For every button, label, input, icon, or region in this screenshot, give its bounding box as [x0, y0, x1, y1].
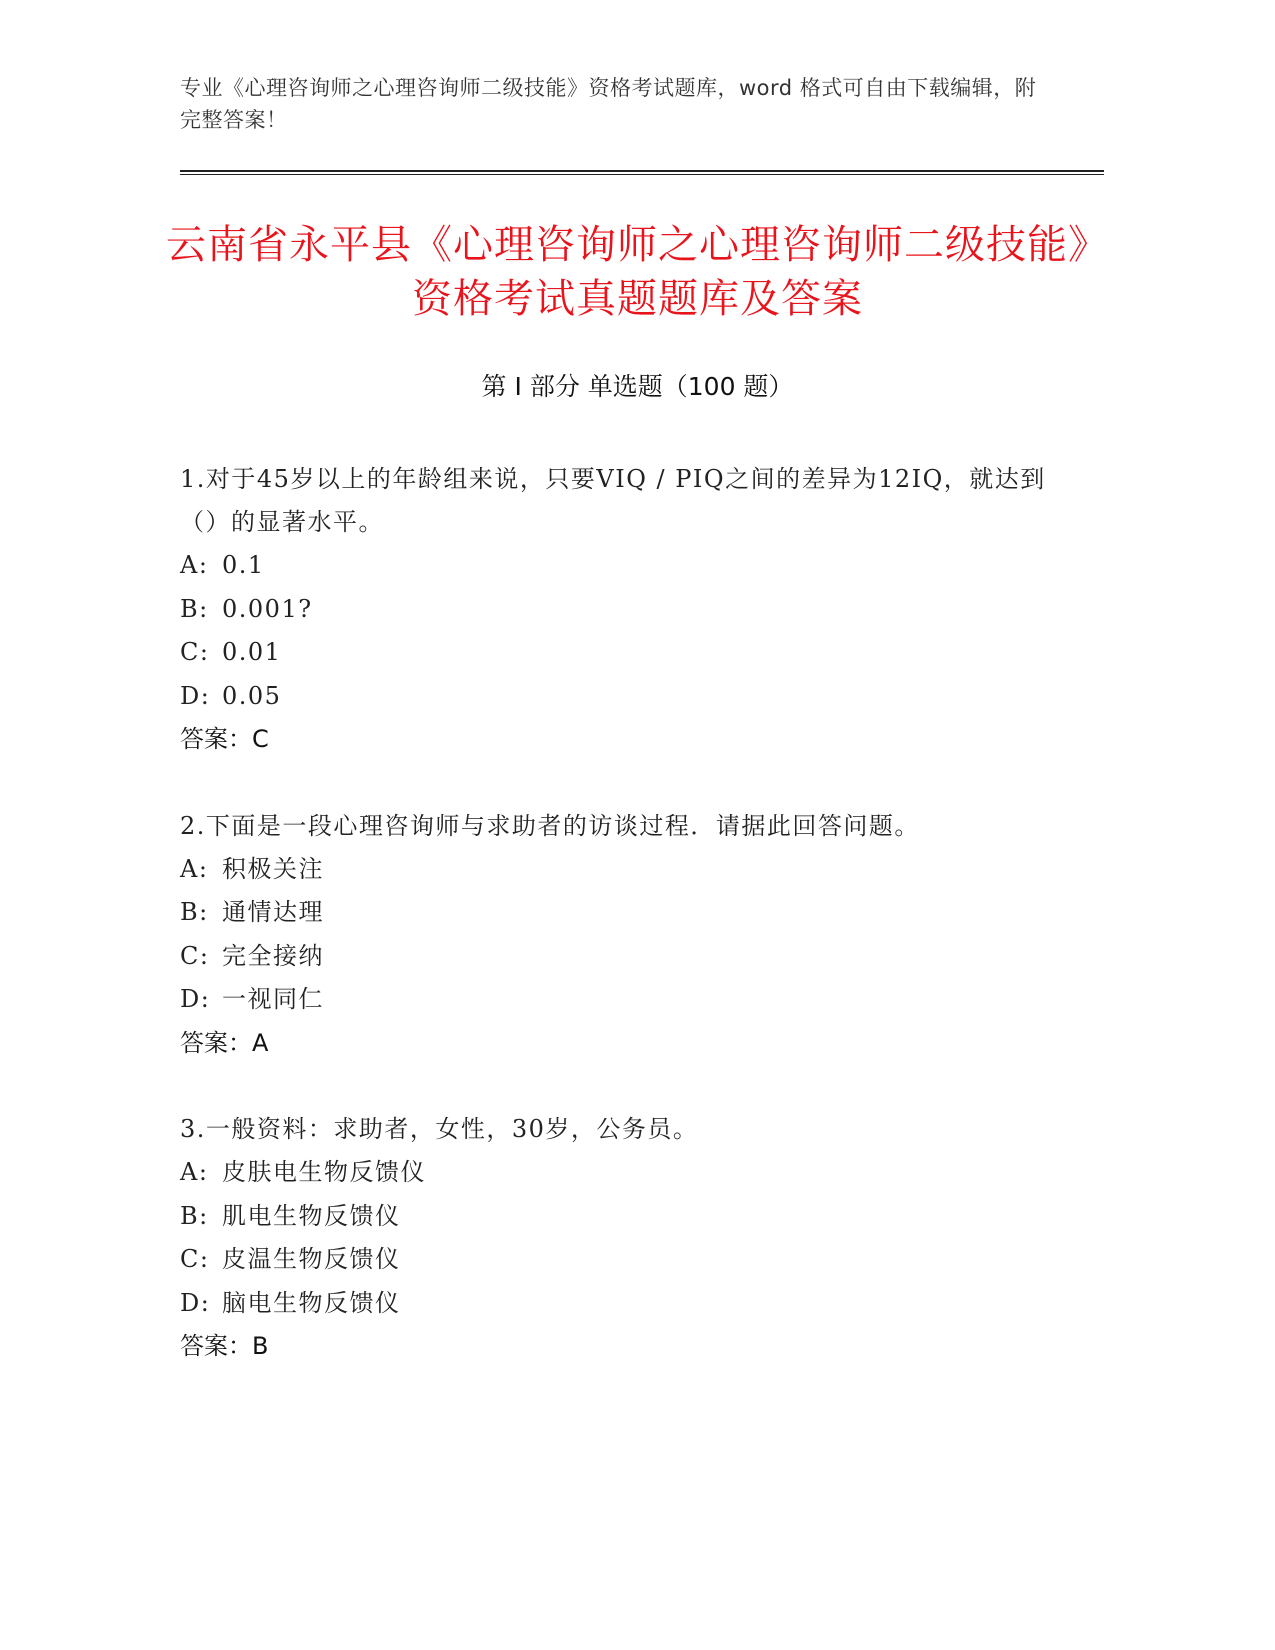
- option-c: [180, 631, 1080, 675]
- option-key: B:: [180, 594, 209, 623]
- question-list: [180, 458, 1080, 1412]
- answer-line: [180, 1325, 1080, 1369]
- answer-value: C: [252, 725, 269, 753]
- option-a: [180, 544, 1080, 588]
- answer-label: 答案：: [180, 725, 252, 753]
- answer-value: B: [252, 1332, 269, 1360]
- answer-label: 答案：: [180, 1028, 252, 1057]
- option-d: [180, 978, 1080, 1022]
- option-text: 肌电生物反馈仪: [222, 1201, 401, 1230]
- option-text: 皮温生物反馈仪: [222, 1245, 401, 1273]
- option-a: [180, 1151, 1080, 1195]
- option-text: 0.01: [222, 638, 282, 666]
- option-text: 通情达理: [222, 898, 324, 926]
- document-title: 云南省永平县《心理咨询师之心理咨询师二级技能》资格考试真题题库及答案: [166, 222, 1109, 322]
- option-key: B:: [180, 898, 209, 926]
- option-text: 脑电生物反馈仪: [222, 1288, 401, 1317]
- option-text: 一视同仁: [222, 985, 324, 1013]
- answer-line: [180, 718, 1080, 762]
- question-stem: 3.一般资料：求助者，女性，30岁，公务员。: [180, 1115, 699, 1143]
- option-key: B:: [180, 1201, 209, 1230]
- question-1: [180, 458, 1080, 762]
- header-note: 专业《心理咨询师之心理咨询师二级技能》资格考试题库，word 格式可自由下载编辑，附完整答案！: [180, 76, 1037, 132]
- option-c: [180, 935, 1080, 979]
- question-3: [180, 1108, 1080, 1369]
- option-b: [180, 588, 1080, 632]
- option-text: 皮肤电生物反馈仪: [222, 1158, 426, 1186]
- option-text: 0.1: [222, 551, 265, 579]
- option-c: [180, 1238, 1080, 1282]
- option-d: [180, 1282, 1080, 1326]
- option-key: D:: [180, 985, 211, 1013]
- option-a: [180, 848, 1080, 892]
- option-key: D:: [180, 1288, 211, 1317]
- answer-line: [180, 1022, 1080, 1066]
- option-key: D:: [180, 681, 211, 710]
- option-key: A:: [180, 1158, 209, 1186]
- section-title: 第 I 部分 单选题（100 题）: [481, 372, 794, 401]
- answer-value: A: [252, 1028, 269, 1057]
- option-key: A:: [180, 854, 209, 883]
- answer-label: 答案：: [180, 1332, 252, 1360]
- option-text: 0.05: [222, 681, 282, 710]
- option-key: C:: [180, 941, 210, 970]
- option-key: C:: [180, 1245, 210, 1273]
- option-text: 0.001?: [222, 594, 313, 623]
- option-key: C:: [180, 638, 210, 666]
- option-text: 积极关注: [222, 854, 324, 883]
- option-text: 完全接纳: [222, 941, 324, 970]
- option-b: [180, 891, 1080, 935]
- question-2: [180, 805, 1080, 1066]
- option-key: A:: [180, 551, 209, 579]
- header-divider-thin: [180, 174, 1104, 175]
- header-divider-thick: [180, 170, 1104, 172]
- question-stem: 2.下面是一段心理咨询师与求助者的访谈过程．请据此回答问题。: [180, 811, 920, 840]
- option-d: [180, 675, 1080, 719]
- option-b: [180, 1195, 1080, 1239]
- question-stem: 1.对于45岁以上的年龄组来说，只要VIQ / PIQ之间的差异为12IQ，就达到（）的显著水平。: [180, 465, 1046, 536]
